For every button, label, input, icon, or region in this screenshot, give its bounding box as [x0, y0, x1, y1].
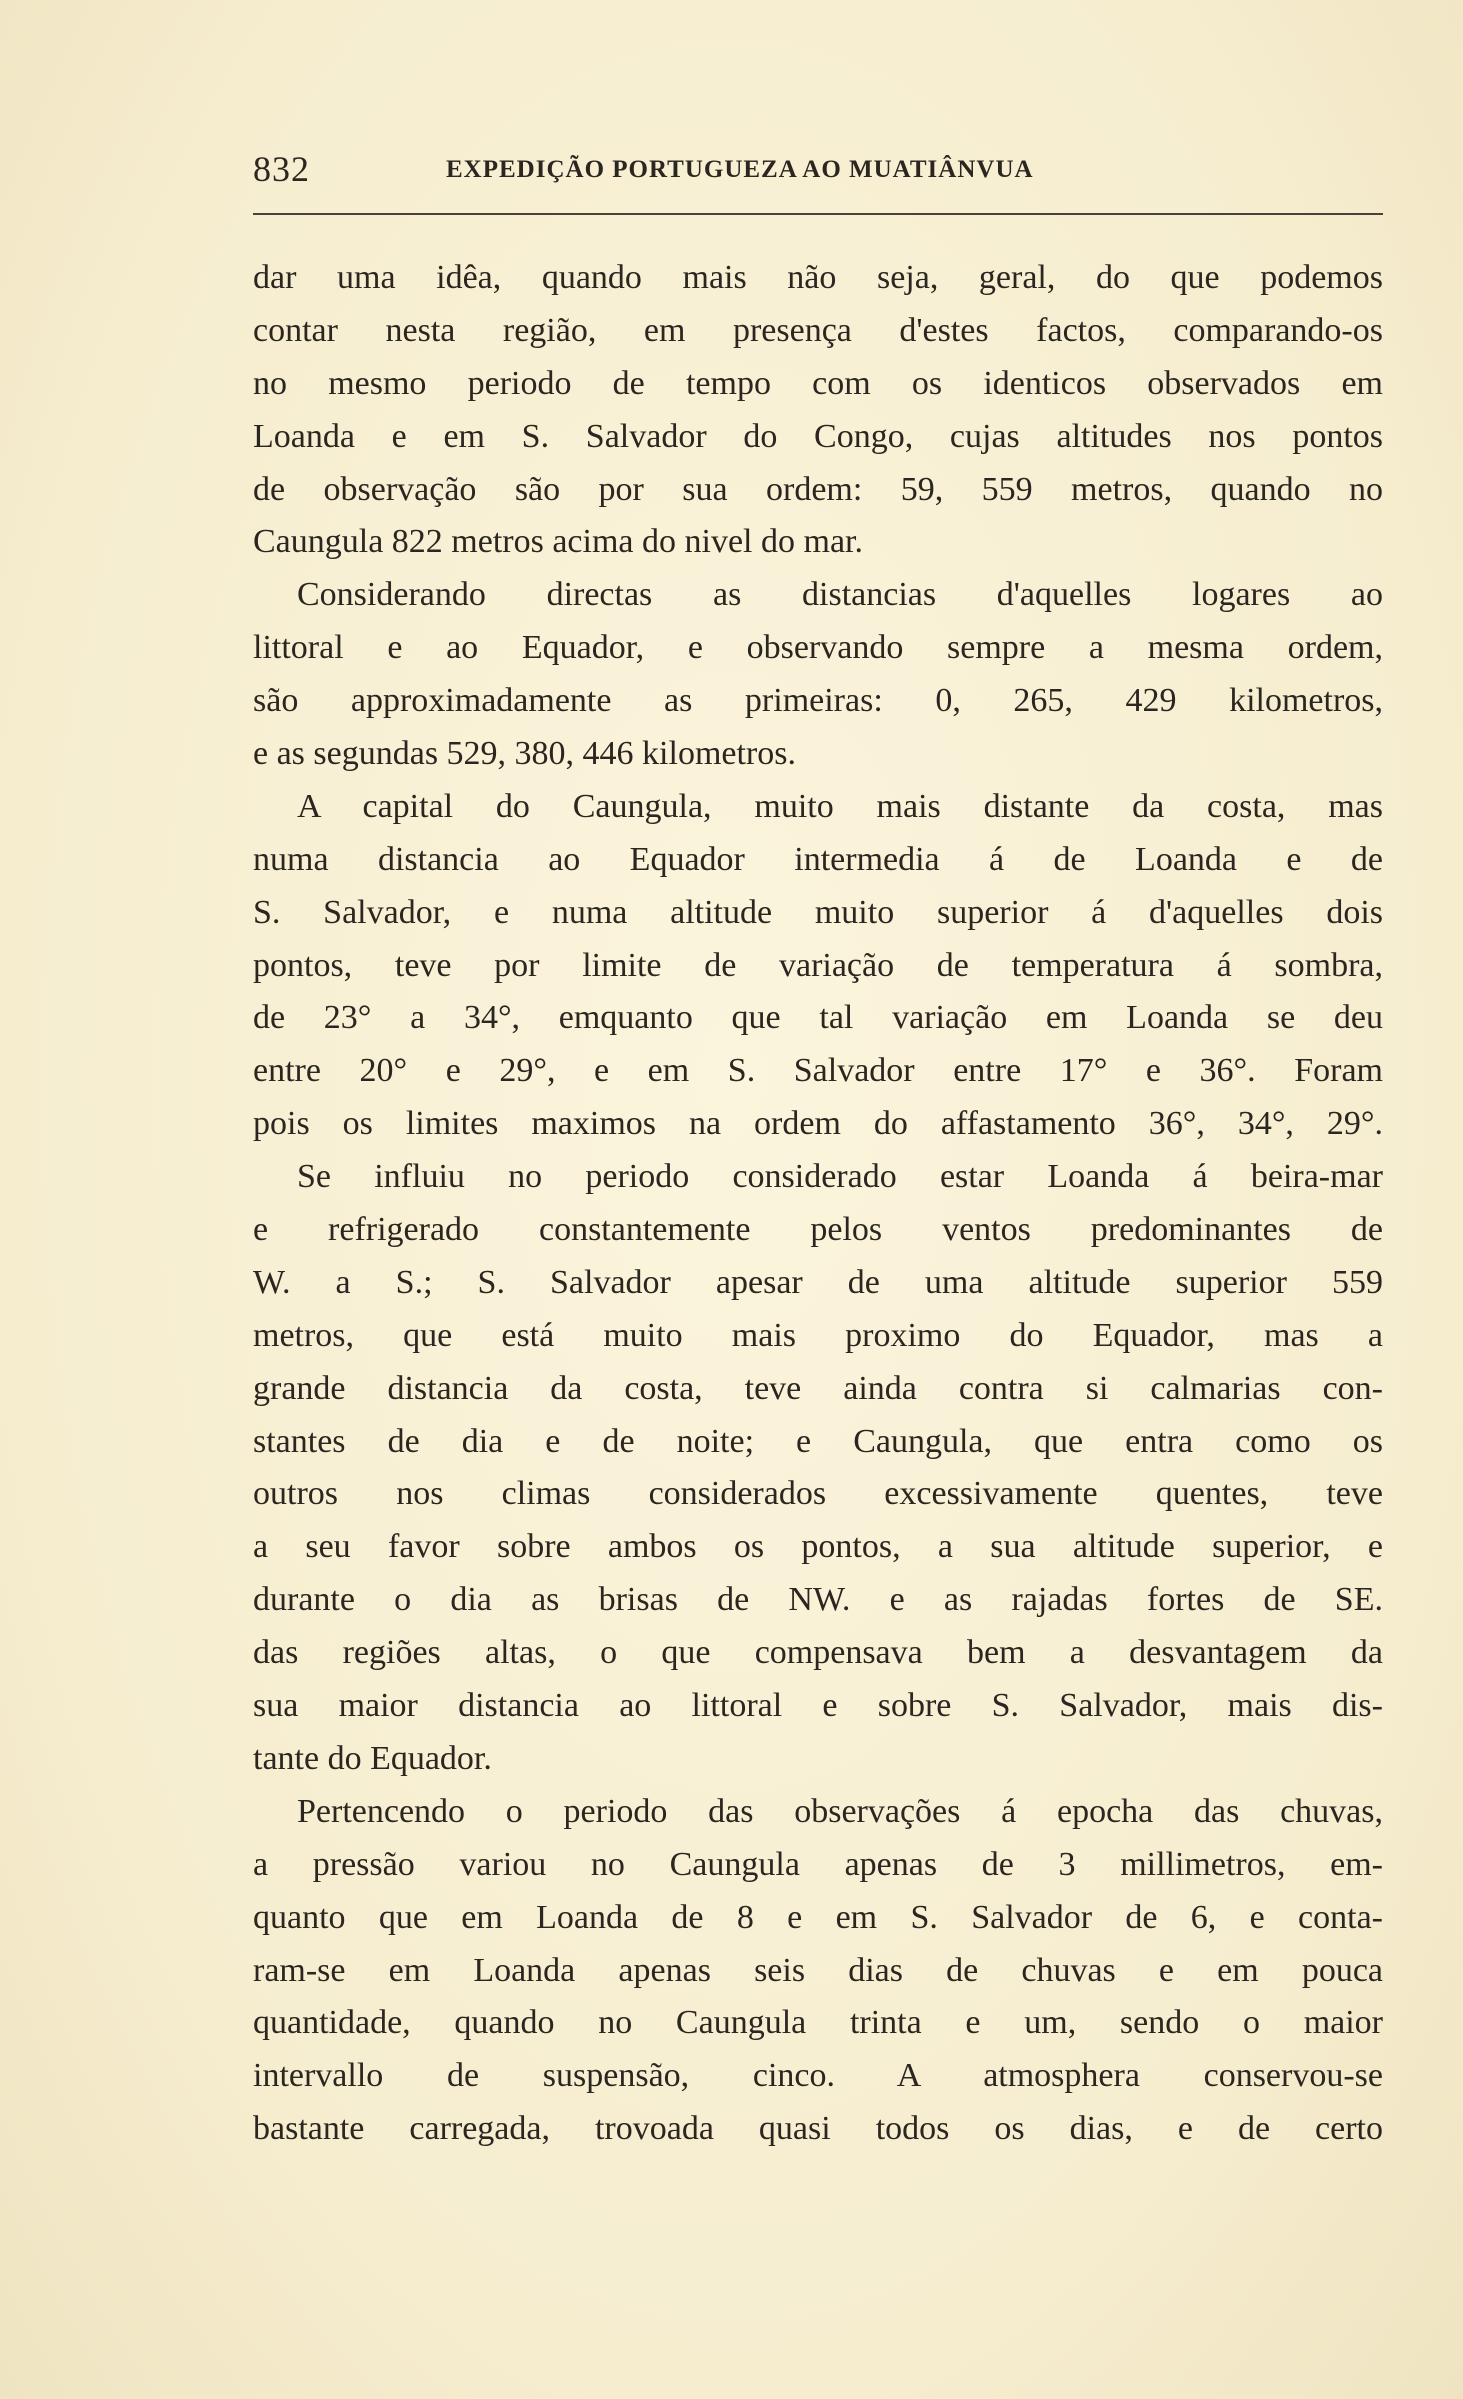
text-line: S. Salvador, e numa altitude muito superior á d'aquelles dois [253, 893, 1383, 931]
text-line: a seu favor sobre ambos os pontos, a sua altitude superior, e [253, 1528, 1383, 1566]
text-line: das regiões altas, o que compensava bem a desvantagem da [253, 1634, 1383, 1672]
text-line: quantidade, quando no Caungula trinta e um, sendo o maior [253, 2004, 1383, 2042]
header-rule [253, 213, 1383, 215]
text-line: e as segundas 529, 380, 446 kilometros. [253, 735, 796, 773]
text-line: no mesmo periodo de tempo com os identicos observados em [253, 364, 1383, 402]
page-number: 832 [253, 149, 310, 189]
text-line: de observação são por sua ordem: 59, 559 metros, quando no [253, 470, 1383, 508]
text-line: metros, que está muito mais proximo do Equador, mas a [253, 1316, 1383, 1354]
text-line: Considerando directas as distancias d'aquelles logares ao [297, 576, 1383, 614]
text-line: intervallo de suspensão, cinco. A atmosphera conservou-se [253, 2057, 1383, 2095]
text-line: contar nesta região, em presença d'estes factos, comparando-os [253, 311, 1383, 349]
body-text [253, 252, 1383, 2156]
text-line: bastante carregada, trovoada quasi todos os dias, e de certo [253, 2110, 1383, 2148]
text-line: pontos, teve por limite de variação de temperatura á sombra, [253, 946, 1383, 984]
text-line: sua maior distancia ao littoral e sobre S. Salvador, mais dis- [253, 1687, 1383, 1725]
text-line: littoral e ao Equador, e observando sempre a mesma ordem, [253, 629, 1383, 667]
text-line: entre 20° e 29°, e em S. Salvador entre 17° e 36°. Foram [253, 1052, 1383, 1090]
text-line: grande distancia da costa, teve ainda contra si calmarias con- [253, 1369, 1383, 1407]
text-line: são approximadamente as primeiras: 0, 265, 429 kilometros, [253, 682, 1383, 720]
running-title: EXPEDIÇÃO PORTUGUEZA AO MUATIÂNVUA [446, 156, 1034, 183]
text-line: stantes de dia e de noite; e Caungula, que entra como os [253, 1422, 1383, 1460]
text-line: Caungula 822 metros acima do nivel do mar. [253, 523, 863, 561]
text-line: quanto que em Loanda de 8 e em S. Salvador de 6, e conta- [253, 1898, 1383, 1936]
text-line: pois os limites maximos na ordem do affastamento 36°, 34°, 29°. [253, 1105, 1383, 1143]
text-line: e refrigerado constantemente pelos ventos predominantes de [253, 1211, 1383, 1249]
text-line: A capital do Caungula, muito mais distante da costa, mas [297, 787, 1383, 825]
text-line: a pressão variou no Caungula apenas de 3 millimetros, em- [253, 1845, 1383, 1883]
text-line: durante o dia as brisas de NW. e as rajadas fortes de SE. [253, 1581, 1383, 1619]
page-header [253, 148, 1381, 196]
text-line: ram-se em Loanda apenas seis dias de chuvas e em pouca [253, 1951, 1383, 1989]
text-line: Pertencendo o periodo das observações á epocha das chuvas, [297, 1792, 1383, 1830]
text-line: outros nos climas considerados excessivamente quentes, teve [253, 1475, 1383, 1513]
text-line: W. a S.; S. Salvador apesar de uma altitude superior 559 [253, 1263, 1383, 1301]
text-line: numa distancia ao Equador intermedia á de Loanda e de [253, 840, 1383, 878]
text-line: de 23° a 34°, emquanto que tal variação em Loanda se deu [253, 999, 1383, 1037]
text-line: Loanda e em S. Salvador do Congo, cujas altitudes nos pontos [253, 417, 1383, 455]
text-line: dar uma idêa, quando mais não seja, geral, do que podemos [253, 259, 1383, 296]
text-line: Se influiu no periodo considerado estar Loanda á beira-mar [297, 1158, 1383, 1196]
text-line: tante do Equador. [253, 1739, 492, 1777]
